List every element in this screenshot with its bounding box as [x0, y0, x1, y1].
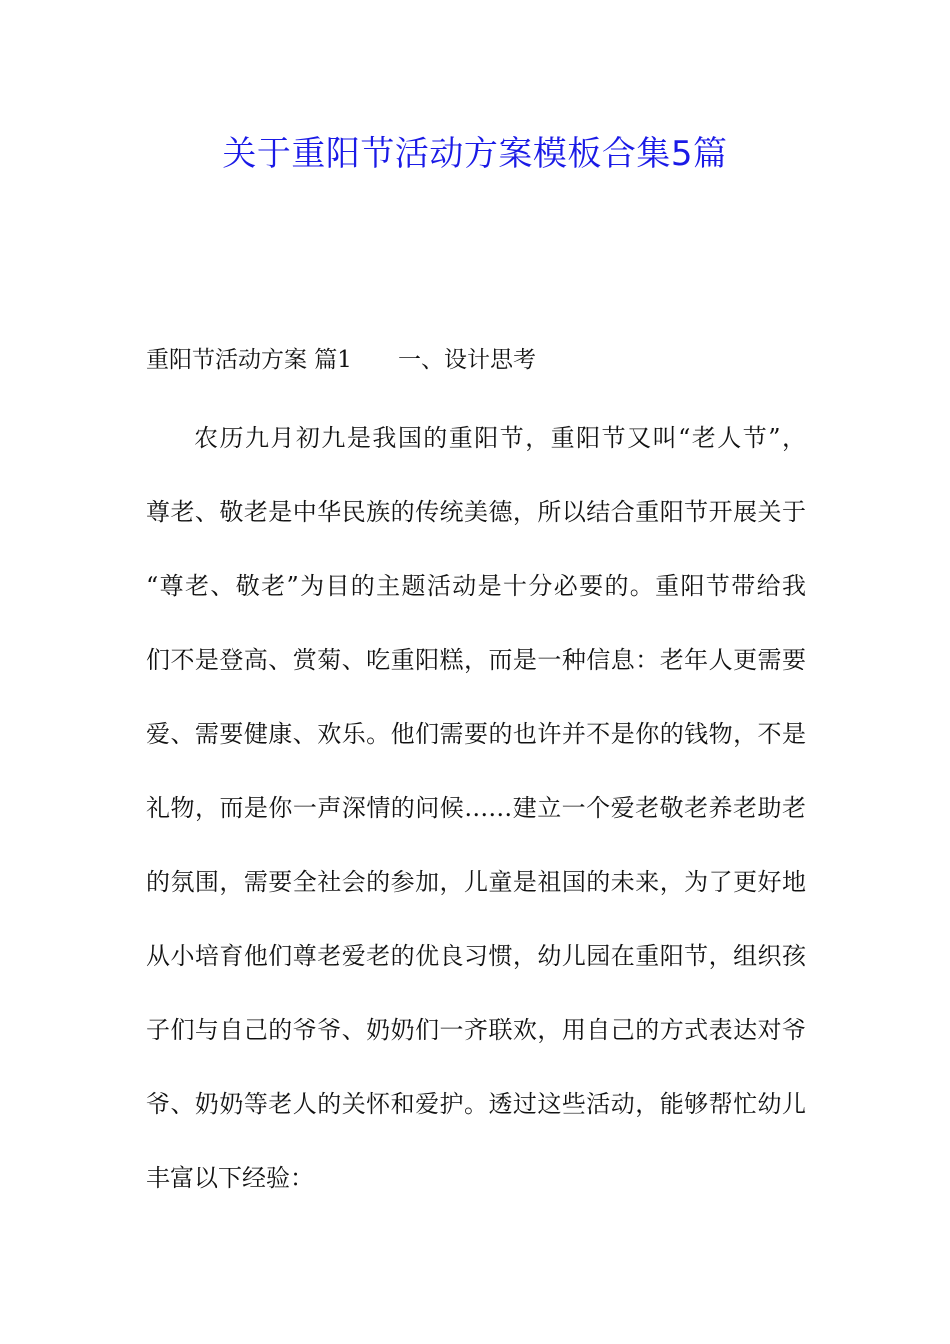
paragraph-line: 爷、奶奶等老人的关怀和爱护。透过这些活动，能够帮忙幼儿	[146, 1090, 806, 1118]
paragraph-line: 丰富以下经验：	[146, 1164, 314, 1192]
paragraph-line: 农历九月初九是我国的重阳节，重阳节又叫“老人节”，	[194, 424, 806, 452]
paragraph-line: 子们与自己的爷爷、奶奶们一齐联欢，用自己的方式表达对爷	[146, 1016, 806, 1044]
paragraph-line: 们不是登高、赏菊、吃重阳糕，而是一种信息：老年人更需要	[146, 646, 806, 674]
paragraph-line: 从小培育他们尊老爱老的优良习惯，幼儿园在重阳节，组织孩	[146, 942, 806, 970]
paragraph-line: 礼物，而是你一声深情的问候……建立一个爱老敬老养老助老	[146, 794, 806, 822]
paragraph-line: 爱、需要健康、欢乐。他们需要的也许并不是你的钱物，不是	[146, 720, 806, 748]
paragraph-line: 的氛围，需要全社会的参加，儿童是祖国的未来，为了更好地	[146, 868, 806, 896]
paragraph-line: “尊老、敬老”为目的主题活动是十分必要的。重阳节带给我	[146, 572, 806, 600]
section-heading: 重阳节活动方案 篇1 一、设计思考	[146, 347, 536, 373]
document-title: 关于重阳节活动方案模板合集5篇	[222, 134, 728, 174]
paragraph-line: 尊老、敬老是中华民族的传统美德，所以结合重阳节开展关于	[146, 498, 806, 526]
